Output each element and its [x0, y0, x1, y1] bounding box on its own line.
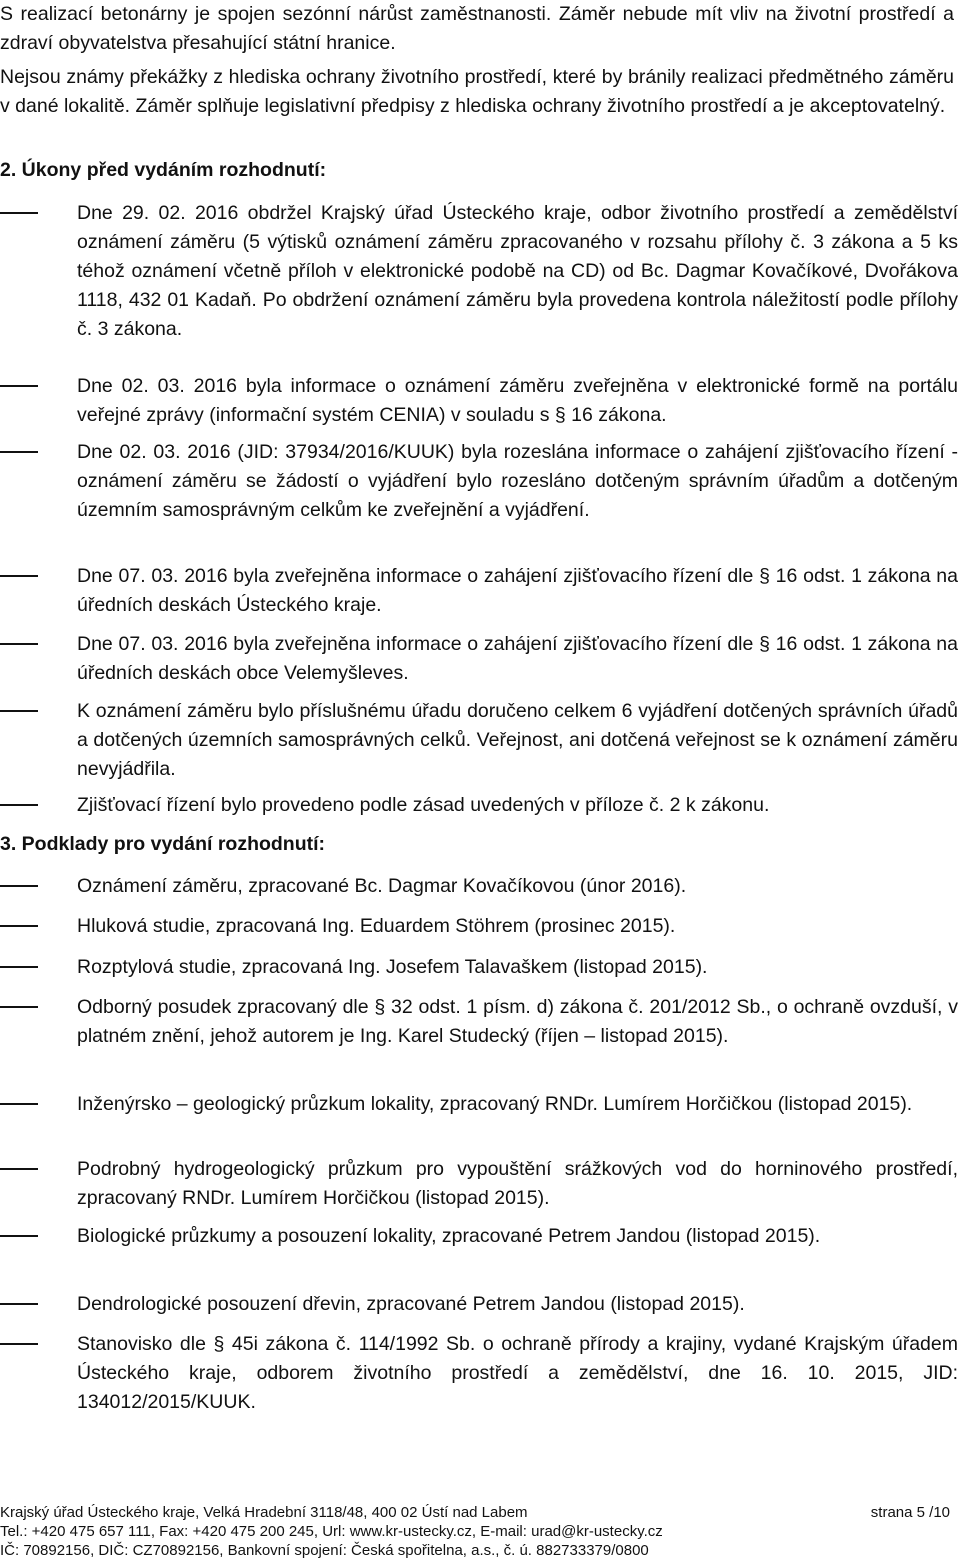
list-item: Dne 07. 03. 2016 byla zveřejněna informace o zahájení zjišťovacího řízení dle § 16 odst. 1 zákona na úředních deskách Ústeckého kraje.: [0, 562, 958, 620]
dash-bullet: [0, 925, 38, 927]
section-2-heading: 2. Úkony před vydáním rozhodnutí:: [0, 159, 327, 181]
dash-bullet: [0, 1006, 38, 1008]
dash-bullet: [0, 575, 38, 577]
list-item: Podrobný hydrogeologický průzkum pro vypouštění srážkových vod do horninového prostředí, zpracovaný RNDr. Lumírem Horčičkou (listopad 2015).: [0, 1155, 958, 1213]
intro-paragraph-1: S realizací betonárny je spojen sezónní nárůst zaměstnanosti. Záměr nebude mít vliv na životní prostředí a zdraví obyvatelstva přesahující státní hranice.: [0, 3, 954, 54]
list-item: Dne 02. 03. 2016 byla informace o oznámení záměru zveřejněna v elektronické formě na portálu veřejné zprávy (informační systém CENIA) v souladu s § 16 zákona.: [0, 372, 958, 430]
dash-bullet: [0, 643, 38, 645]
footer-contact-line: Tel.: +420 475 657 111, Fax: +420 475 200 245, Url: www.kr-ustecky.cz, E-mail: urad@kr-ustecky.cz: [0, 1523, 663, 1540]
footer-bank-line: IČ: 70892156, DIČ: CZ70892156, Bankovní spojení: Česká spořitelna, a.s., č. ú. 882733379/0800: [0, 1542, 649, 1559]
list-item: Biologické průzkumy a posouzení lokality, zpracované Petrem Jandou (listopad 2015).: [0, 1222, 958, 1251]
page-number: strana 5 /10: [870, 1504, 950, 1521]
footer-address: Krajský úřad Ústeckého kraje, Velká Hradební 3118/48, 400 02 Ústí nad Labem: [0, 1504, 528, 1521]
dash-bullet: [0, 966, 38, 968]
list-item: Oznámení záměru, zpracované Bc. Dagmar Kovačíkovou (únor 2016).: [0, 872, 958, 901]
dash-bullet: [0, 451, 38, 453]
dash-bullet: [0, 385, 38, 387]
list-item: Hluková studie, zpracovaná Ing. Eduardem Stöhrem (prosinec 2015).: [0, 912, 958, 941]
list-item: Stanovisko dle § 45i zákona č. 114/1992 Sb. o ochraně přírody a krajiny, vydané Krajským úřadem Ústeckého kraje, odborem životního prostředí a zemědělství, dne 16. 10. 2015, JID: 134012/2015/KUUK.: [0, 1330, 958, 1417]
list-item: Dne 02. 03. 2016 (JID: 37934/2016/KUUK) byla rozeslána informace o zahájení zjišťovacího řízení - oznámení záměru se žádostí o vyjádření bylo rozesláno dotčeným správním úřadům a dotčeným územním samosprávným celkům ke zveřejnění a vyjádření.: [0, 438, 958, 525]
list-item: Zjišťovací řízení bylo provedeno podle zásad uvedených v příloze č. 2 k zákonu.: [0, 791, 958, 820]
page-footer: [0, 1503, 958, 1560]
dash-bullet: [0, 212, 38, 214]
list-item: Inženýrsko – geologický průzkum lokality, zpracovaný RNDr. Lumírem Horčičkou (listopad 2015).: [0, 1090, 958, 1119]
dash-bullet: [0, 710, 38, 712]
dash-bullet: [0, 1235, 38, 1237]
list-item: Odborný posudek zpracovaný dle § 32 odst. 1 písm. d) zákona č. 201/2012 Sb., o ochraně ovzduší, v platném znění, jehož autorem je Ing. Karel Studecký (říjen – listopad 2015).: [0, 993, 958, 1051]
list-item: Dne 29. 02. 2016 obdržel Krajský úřad Ústeckého kraje, odbor životního prostředí a zemědělství oznámení záměru (5 výtisků oznámení záměru zpracovaného v rozsahu přílohy č. 3 zákona a 5 ks téhož oznámení včetně příloh v elektronické podobě na CD) od Bc. Dagmar Kovačíkové, Dvořákova 1118, 432 01 Kadaň. Po obdržení oznámení záměru byla provedena kontrola náležitostí podle přílohy č. 3 zákona.: [0, 199, 958, 344]
dash-bullet: [0, 804, 38, 806]
dash-bullet: [0, 885, 38, 887]
list-item: Dendrologické posouzení dřevin, zpracované Petrem Jandou (listopad 2015).: [0, 1290, 958, 1319]
list-item: Rozptylová studie, zpracovaná Ing. Josefem Talavaškem (listopad 2015).: [0, 953, 958, 982]
dash-bullet: [0, 1103, 38, 1105]
intro-paragraph-2: Nejsou známy překážky z hlediska ochrany životního prostředí, které by bránily realizaci předmětného záměru v dané lokalitě. Záměr splňuje legislativní předpisy z hlediska ochrany životního prostředí a je akceptovatelný.: [0, 66, 954, 117]
list-item: K oznámení záměru bylo příslušnému úřadu doručeno celkem 6 vyjádření dotčených správních úřadů a dotčených územních samosprávných celků. Veřejnost, ani dotčená veřejnost se k oznámení záměru nevyjádřila.: [0, 697, 958, 784]
dash-bullet: [0, 1343, 38, 1345]
section-3-heading: 3. Podklady pro vydání rozhodnutí:: [0, 833, 326, 855]
list-item: Dne 07. 03. 2016 byla zveřejněna informace o zahájení zjišťovacího řízení dle § 16 odst. 1 zákona na úředních deskách obce Velemyšleves.: [0, 630, 958, 688]
footer-address-line: [0, 1503, 958, 1522]
dash-bullet: [0, 1168, 38, 1170]
dash-bullet: [0, 1303, 38, 1305]
